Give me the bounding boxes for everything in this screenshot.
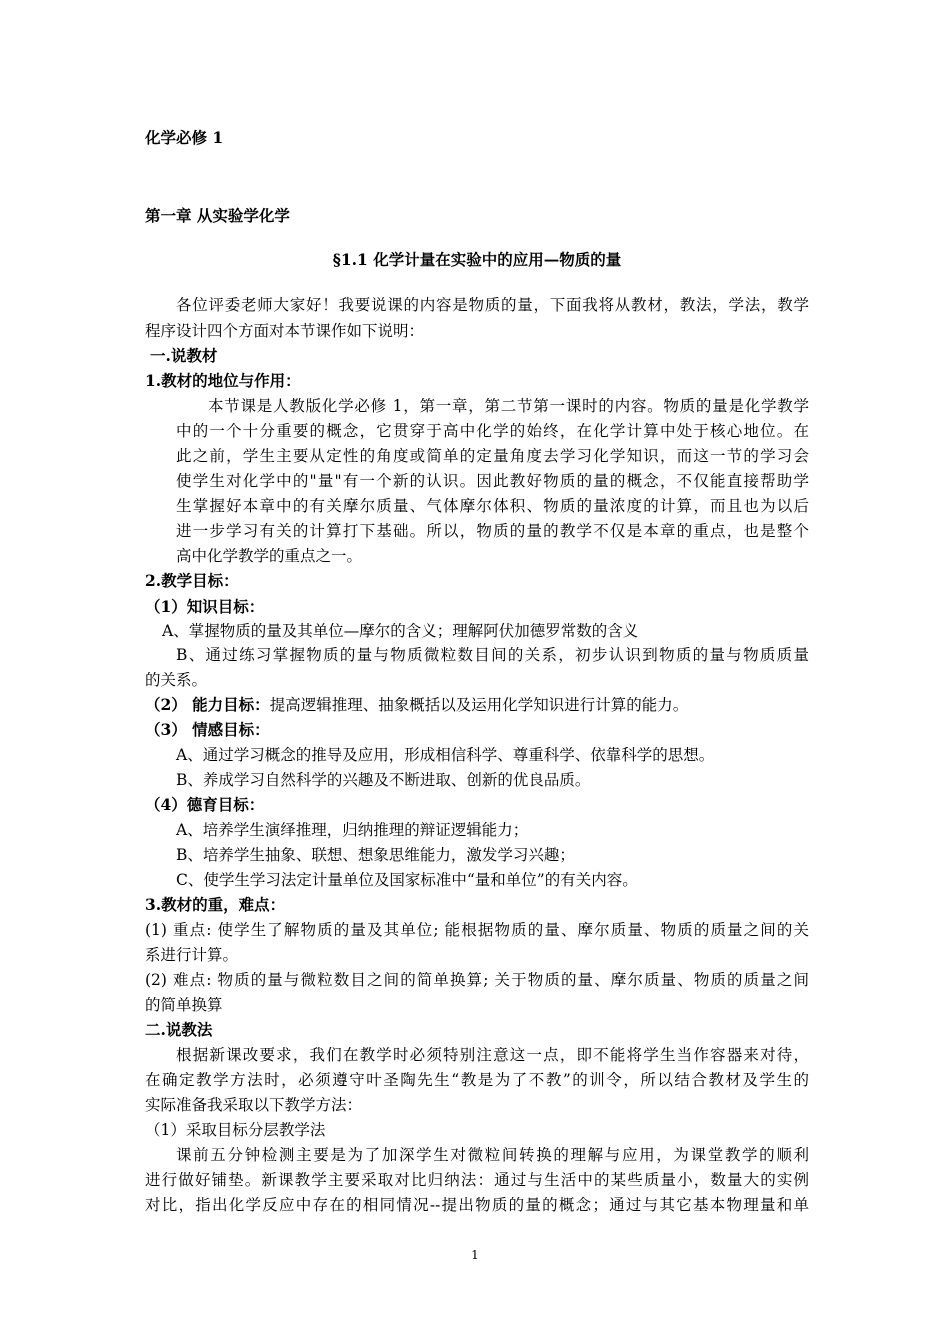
goal2-text: 提高逻辑推理、抽象概括以及运用化学知识进行计算的能力。 (269, 696, 689, 714)
heading-goals: 2.教学目标： (145, 571, 239, 590)
goal3-a: A、通过学习概念的推导及应用，形成相信科学、尊重科学、依靠科学的思想。 (176, 746, 715, 764)
key-point-line-1: (1) 重点: 使学生了解物质的量及其单位; 能根据物质的量、摩尔质量、物质的质量之间的关 (145, 921, 809, 939)
course-title: 化学必修 1 (145, 128, 224, 147)
goal3-label: （3） 情感目标： (145, 720, 270, 739)
status-line-6: 进一步学习有关的计算打下基础。所以，物质的量的教学不仅是本章的重点，也是整个 (176, 522, 809, 540)
goal2-label: （2） 能力目标： (145, 695, 270, 714)
goal4-c: C、使学生学习法定计量单位及国家标准中“量和单位”的有关内容。 (176, 871, 638, 889)
key-point-line-2: 系进行计算。 (145, 946, 239, 964)
heading-status: 1.教材的地位与作用： (145, 371, 301, 390)
part2-heading: 二.说教法 (145, 1020, 213, 1039)
method1-line-1: 课前五分钟检测主要是为了加深学生对微粒间转换的理解与应用，为课堂教学的顺利 (176, 1146, 809, 1164)
goal4-label: （4）德育目标： (145, 795, 265, 814)
method-intro-line-1: 根据新课改要求，我们在教学时必须特别注意这一点，即不能将学生当作容器来对待， (176, 1046, 809, 1064)
status-line-1: 本节课是人教版化学必修 1，第一章，第二节第一课时的内容。物质的量是化学教学 (208, 397, 809, 415)
goal1-b-line-1: B、通过练习掌握物质的量与物质微粒数目间的关系，初步认识到物质的量与物质质量 (176, 646, 809, 664)
chapter-title: 第一章 从实验学化学 (145, 206, 290, 225)
difficulty-line-2: 的简单换算 (145, 996, 223, 1014)
method1-line-2: 进行做好铺垫。新课教学主要采取对比归纳法：通过与生活中的某些质量小，数量大的实例 (145, 1171, 809, 1189)
section-title: §1.1 化学计量在实验中的应用—物质的量 (332, 250, 622, 269)
goal4-b: B、培养学生抽象、联想、想象思维能力，激发学习兴趣； (176, 846, 575, 864)
goal2-line (145, 695, 809, 715)
goal1-a: A、掌握物质的量及其单位—摩尔的含义；理解阿伏加德罗常数的含义 (162, 622, 639, 640)
goal4-a: A、培养学生演绎推理，归纳推理的辩证逻辑能力； (176, 821, 529, 839)
method-intro-line-2: 在确定教学方法时，必须遵守叶圣陶先生“教是为了不教”的训令，所以结合教材及学生的 (145, 1071, 809, 1089)
method-intro-line-3: 实际准备我采取以下教学方法： (145, 1096, 363, 1114)
intro-line-1: 各位评委老师大家好！我要说课的内容是物质的量，下面我将从教材，教法，学法，教学 (176, 296, 809, 314)
part1-heading: 一.说教材 (150, 346, 218, 365)
goal3-b: B、养成学习自然科学的兴趣及不断进取、创新的优良品质。 (176, 771, 591, 789)
page-number: 1 (471, 1248, 479, 1262)
heading-key-points: 3.教材的重，难点： (145, 895, 286, 914)
goal1-b-line-2: 的关系。 (145, 671, 208, 689)
method1-line-3: 对比，指出化学反应中存在的相同情况--提出物质的量的概念；通过与其它基本物理量和单 (145, 1196, 809, 1214)
status-line-4: 使学生对化学中的"量"有一个新的认识。因此教好物质的量的概念，不仅能直接帮助学 (176, 472, 809, 490)
goal1-label: （1）知识目标： (145, 597, 265, 616)
intro-line-2: 程序设计四个方面对本节课作如下说明： (145, 322, 425, 340)
method1-label: （1）采取目标分层教学法 (145, 1121, 326, 1139)
status-line-7: 高中化学教学的重点之一。 (176, 547, 363, 565)
difficulty-line-1: (2) 难点: 物质的量与微粒数目之间的简单换算; 关于物质的量、摩尔质量、物质的质量之间 (145, 971, 809, 989)
status-line-3: 此之前，学生主要从定性的角度或简单的定量角度去学习化学知识，而这一节的学习会 (176, 447, 809, 465)
status-line-2: 中的一个十分重要的概念，它贯穿于高中化学的始终，在化学计算中处于核心地位。在 (176, 422, 809, 440)
status-line-5: 生掌握好本章中的有关摩尔质量、气体摩尔体积、物质的量浓度的计算，而且也为以后 (176, 497, 809, 515)
